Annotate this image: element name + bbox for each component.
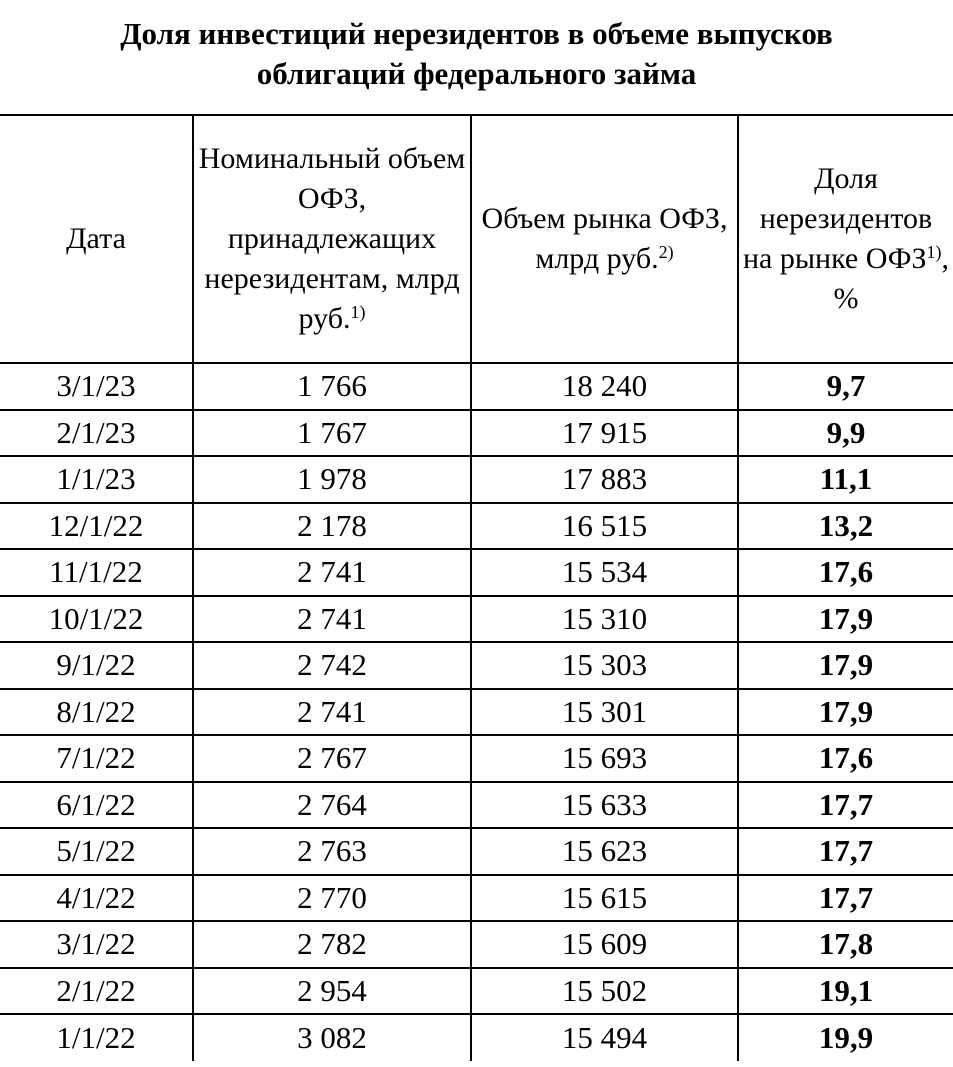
cell-date: 1/1/22 (0, 1014, 193, 1061)
header-date (0, 115, 193, 363)
cell-market: 15 623 (471, 828, 738, 875)
cell-share: 9,9 (738, 410, 953, 457)
table-header (0, 115, 953, 363)
cell-nominal: 2 178 (193, 503, 471, 550)
table-row (0, 410, 953, 457)
cell-market: 15 693 (471, 735, 738, 782)
cell-share: 17,6 (738, 735, 953, 782)
cell-share: 17,7 (738, 875, 953, 922)
cell-nominal: 2 741 (193, 689, 471, 736)
cell-market: 15 609 (471, 921, 738, 968)
cell-nominal: 2 741 (193, 596, 471, 643)
header-share-label: Доля нерезидентов на рынке ОФЗ (743, 162, 933, 275)
cell-date: 11/1/22 (0, 549, 193, 596)
cell-date: 5/1/22 (0, 828, 193, 875)
table-row (0, 968, 953, 1015)
cell-nominal: 1 766 (193, 363, 471, 410)
cell-nominal: 2 763 (193, 828, 471, 875)
cell-date: 1/1/23 (0, 456, 193, 503)
cell-share: 13,2 (738, 503, 953, 550)
cell-market: 17 915 (471, 410, 738, 457)
cell-date: 2/1/22 (0, 968, 193, 1015)
table-row (0, 503, 953, 550)
cell-market: 15 301 (471, 689, 738, 736)
header-market-footnote: 2) (658, 242, 674, 262)
header-row (0, 115, 953, 363)
cell-date: 9/1/22 (0, 642, 193, 689)
cell-date: 3/1/22 (0, 921, 193, 968)
cell-date: 7/1/22 (0, 735, 193, 782)
cell-share: 17,7 (738, 782, 953, 829)
cell-market: 15 303 (471, 642, 738, 689)
cell-date: 3/1/23 (0, 363, 193, 410)
cell-share: 17,9 (738, 642, 953, 689)
cell-date: 2/1/23 (0, 410, 193, 457)
cell-date: 10/1/22 (0, 596, 193, 643)
cell-share: 11,1 (738, 456, 953, 503)
table-row (0, 828, 953, 875)
cell-share: 17,8 (738, 921, 953, 968)
header-share-footnote: 1) (926, 242, 942, 262)
cell-market: 15 534 (471, 549, 738, 596)
cell-date: 12/1/22 (0, 503, 193, 550)
cell-market: 16 515 (471, 503, 738, 550)
header-nominal-footnote: 1) (350, 302, 366, 322)
header-nominal-label: Номинальный объем ОФЗ, принадлежащих нерезидентам, млрд руб. (198, 142, 466, 335)
cell-share: 17,7 (738, 828, 953, 875)
cell-share: 17,9 (738, 596, 953, 643)
table-row (0, 735, 953, 782)
cell-nominal: 2 954 (193, 968, 471, 1015)
data-table (0, 114, 953, 1061)
cell-nominal: 3 082 (193, 1014, 471, 1061)
cell-market: 15 633 (471, 782, 738, 829)
header-date-label: Дата (66, 222, 126, 255)
table-row (0, 549, 953, 596)
table-row (0, 689, 953, 736)
table-row (0, 596, 953, 643)
cell-share: 19,9 (738, 1014, 953, 1061)
table-title: Доля инвестиций нерезидентов в объеме выпусков облигаций федерального займа (120, 16, 833, 91)
table-body (0, 363, 953, 1061)
cell-nominal: 2 767 (193, 735, 471, 782)
table-row (0, 642, 953, 689)
cell-nominal: 2 742 (193, 642, 471, 689)
cell-date: 8/1/22 (0, 689, 193, 736)
cell-nominal: 2 782 (193, 921, 471, 968)
header-market-label: Объем рынка ОФЗ, млрд руб. (481, 202, 728, 275)
table-row (0, 456, 953, 503)
header-share (738, 115, 953, 363)
table-row (0, 782, 953, 829)
cell-nominal: 2 770 (193, 875, 471, 922)
cell-share: 19,1 (738, 968, 953, 1015)
table-row (0, 875, 953, 922)
cell-nominal: 1 767 (193, 410, 471, 457)
cell-market: 15 502 (471, 968, 738, 1015)
cell-nominal: 2 741 (193, 549, 471, 596)
cell-share: 17,9 (738, 689, 953, 736)
cell-share: 9,7 (826, 368, 866, 404)
cell-nominal: 2 764 (193, 782, 471, 829)
cell-market: 15 494 (471, 1014, 738, 1061)
cell-market: 15 615 (471, 875, 738, 922)
header-share-suffix: , % (833, 242, 949, 315)
cell-market: 17 883 (471, 456, 738, 503)
cell-date: 6/1/22 (0, 782, 193, 829)
cell-market: 15 310 (471, 596, 738, 643)
cell-market: 18 240 (471, 363, 738, 410)
cell-date: 4/1/22 (0, 875, 193, 922)
header-nominal (193, 115, 471, 363)
header-market (471, 115, 738, 363)
table-row (0, 363, 953, 410)
table-row (0, 921, 953, 968)
cell-share: 17,6 (738, 549, 953, 596)
cell-nominal: 1 978 (193, 456, 471, 503)
table-row (0, 1014, 953, 1061)
